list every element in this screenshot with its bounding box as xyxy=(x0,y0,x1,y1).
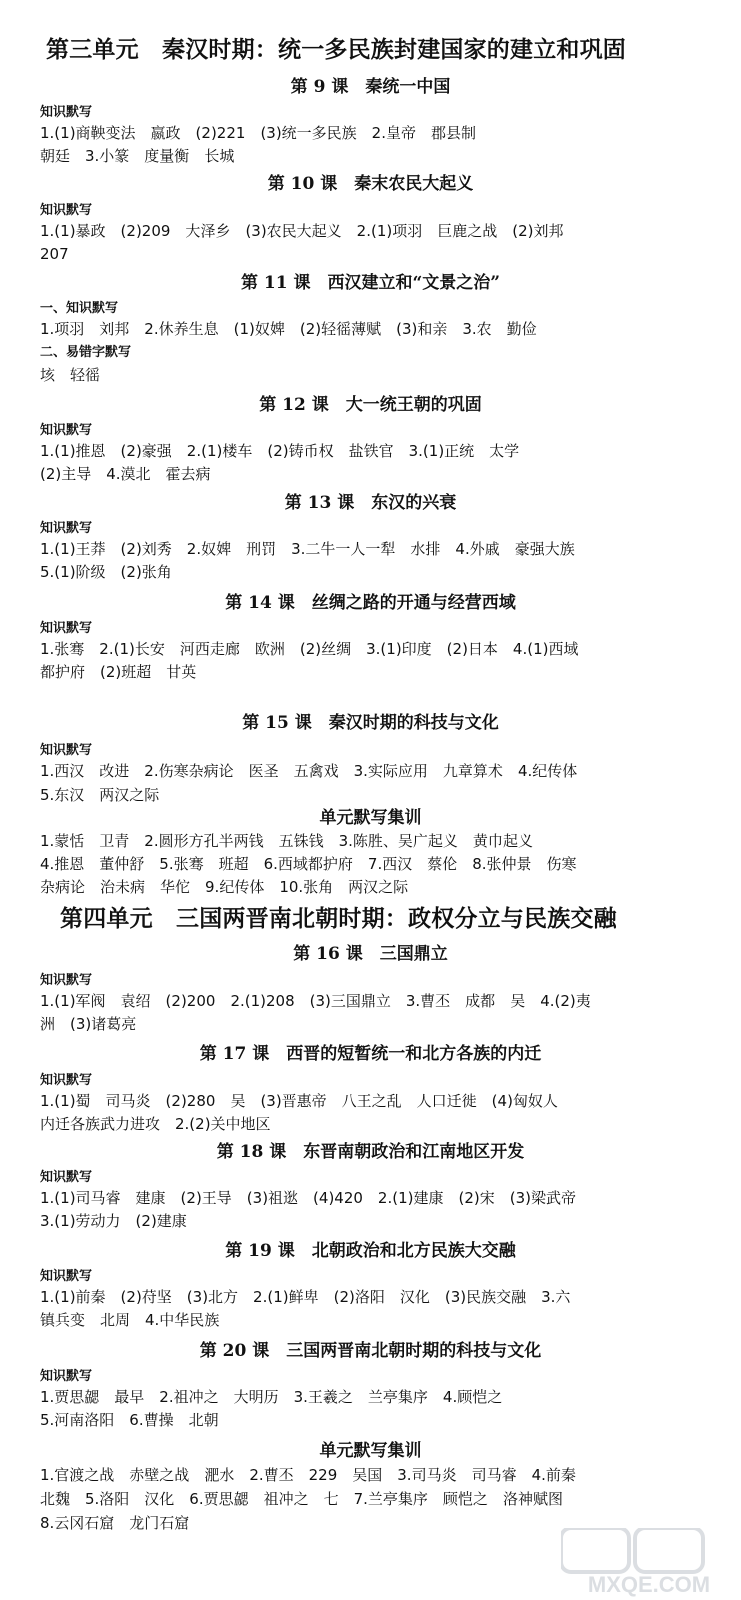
lesson-15-line-2: 5.东汉 两汉之际 xyxy=(40,786,160,804)
lesson-12-subheading: 知识默写 xyxy=(40,423,93,438)
lesson-11-title: 第 11 课 西汉建立和“文景之治” xyxy=(240,273,501,293)
lesson-13-line-2: 5.(1)阶级 (2)张角 xyxy=(40,563,172,581)
lesson-20-title: 第 20 课 三国两晋南北朝时期的科技与文化 xyxy=(199,1341,542,1361)
unit3-review-line-1: 1.蒙恬 卫青 2.圆形方孔半两钱 五铢钱 3.陈胜、吴广起义 黄巾起义 xyxy=(40,832,533,850)
lesson-19-line-2: 镇兵变 北周 4.中华民族 xyxy=(40,1311,220,1329)
lesson-14-subheading: 知识默写 xyxy=(40,621,93,636)
lesson-17-subheading: 知识默写 xyxy=(40,1073,93,1088)
lesson-16-line-2: 洲 (3)诸葛亮 xyxy=(40,1015,137,1033)
lesson-19-subheading: 知识默写 xyxy=(40,1269,93,1284)
lesson-18-title: 第 18 课 东晋南朝政治和江南地区开发 xyxy=(216,1142,525,1162)
lesson-14-title: 第 14 课 丝绸之路的开通与经营西域 xyxy=(225,593,516,613)
lesson-18-line-1: 1.(1)司马睿 建康 (2)王导 (3)祖逖 (4)420 2.(1)建康 (2)宋 (3)梁武帝 xyxy=(40,1189,576,1207)
lesson-16-subheading: 知识默写 xyxy=(40,973,93,988)
lesson-13-title: 第 13 课 东汉的兴衰 xyxy=(284,493,457,513)
lesson-9-line-2: 朝廷 3.小篆 度量衡 长城 xyxy=(40,147,235,165)
lesson-10-line-2: 207 xyxy=(40,245,69,263)
lesson-20-line-1: 1.贾思勰 最早 2.祖冲之 大明历 3.王羲之 兰亭集序 4.顾恺之 xyxy=(40,1388,503,1406)
lesson-19-line-1: 1.(1)前秦 (2)苻坚 (3)北方 2.(1)鲜卑 (2)洛阳 汉化 (3)民族交融 3.六 xyxy=(40,1288,571,1306)
lesson-13-line-1: 1.(1)王莽 (2)刘秀 2.奴婢 刑罚 3.二牛一人一犁 水排 4.外戚 豪强大族 xyxy=(40,540,575,558)
lesson-10-title: 第 10 课 秦末农民大起义 xyxy=(267,174,474,194)
lesson-19-title: 第 19 课 北朝政治和北方民族大交融 xyxy=(225,1241,516,1261)
lesson-9-title: 第 9 课 秦统一中国 xyxy=(290,77,451,97)
lesson-16-title: 第 16 课 三国鼎立 xyxy=(293,944,448,964)
unit4-review-line-3: 8.云冈石窟 龙门石窟 xyxy=(40,1514,190,1532)
watermark-text: MXQE.COM xyxy=(587,1572,711,1597)
lesson-16-line-1: 1.(1)军阀 袁绍 (2)200 2.(1)208 (3)三国鼎立 3.曹丕 成都 吴 4.(2)夷 xyxy=(40,992,591,1010)
lesson-11-line-1: 1.项羽 刘邦 2.休养生息 (1)奴婢 (2)轻徭薄赋 (3)和亲 3.农 勤俭 xyxy=(40,320,537,338)
lesson-18-line-2: 3.(1)劳动力 (2)建康 xyxy=(40,1212,187,1230)
lesson-17-line-1: 1.(1)蜀 司马炎 (2)280 吴 (3)晋惠帝 八王之乱 人口迁徙 (4)匈奴人 xyxy=(40,1092,558,1110)
unit4-review-line-2: 北魏 5.洛阳 汉化 6.贾思勰 祖冲之 七 7.兰亭集序 顾恺之 洛神赋图 xyxy=(40,1490,563,1508)
lesson-11-line-2: 垓 轻徭 xyxy=(40,366,101,384)
lesson-15-title: 第 15 课 秦汉时期的科技与文化 xyxy=(242,713,499,733)
unit4-review-title: 单元默写集训 xyxy=(319,1441,422,1461)
unit4-review-line-1: 1.官渡之战 赤壁之战 淝水 2.曹丕 229 吴国 3.司马炎 司马睿 4.前秦 xyxy=(40,1466,576,1484)
unit3-review-title: 单元默写集训 xyxy=(319,808,422,828)
lesson-12-title: 第 12 课 大一统王朝的巩固 xyxy=(259,395,482,415)
lesson-11-subheading: 一、知识默写 xyxy=(40,301,119,316)
unit3-review-line-3: 杂病论 治未病 华佗 9.纪传体 10.张角 两汉之际 xyxy=(40,878,409,896)
lesson-14-line-2: 都护府 (2)班超 甘英 xyxy=(40,663,197,681)
lesson-20-line-2: 5.河南洛阳 6.曹操 北朝 xyxy=(40,1411,219,1429)
lesson-15-line-1: 1.西汉 改进 2.伤寒杂病论 医圣 五禽戏 3.实际应用 九章算术 4.纪传体 xyxy=(40,762,578,780)
lesson-11-subheading-2: 二、易错字默写 xyxy=(40,345,132,360)
unit4-title: 第四单元 三国两晋南北朝时期：政权分立与民族交融 xyxy=(60,905,617,932)
lesson-10-line-1: 1.(1)暴政 (2)209 大泽乡 (3)农民大起义 2.(1)项羽 巨鹿之战 (2)刘邦 xyxy=(40,222,564,240)
lesson-12-line-1: 1.(1)推恩 (2)豪强 2.(1)楼车 (2)铸币权 盐铁官 3.(1)正统 太学 xyxy=(40,442,520,460)
lesson-17-line-2: 内迁各族武力进攻 2.(2)关中地区 xyxy=(40,1115,271,1133)
lesson-12-line-2: (2)主导 4.漠北 霍去病 xyxy=(40,465,211,483)
unit3-review-line-2: 4.推恩 董仲舒 5.张骞 班超 6.西域都护府 7.西汉 蔡伦 8.张仲景 伤寒 xyxy=(40,855,577,873)
watermark-logo xyxy=(561,1528,739,1598)
lesson-10-subheading: 知识默写 xyxy=(40,203,93,218)
lesson-18-subheading: 知识默写 xyxy=(40,1170,93,1185)
lesson-13-subheading: 知识默写 xyxy=(40,521,93,536)
lesson-14-line-1: 1.张骞 2.(1)长安 河西走廊 欧洲 (2)丝绸 3.(1)印度 (2)日本 4.(1)西域 xyxy=(40,640,579,658)
lesson-9-line-1: 1.(1)商鞅变法 嬴政 (2)221 (3)统一多民族 2.皇帝 郡县制 xyxy=(40,124,476,142)
lesson-20-subheading: 知识默写 xyxy=(40,1369,93,1384)
lesson-9-subheading: 知识默写 xyxy=(40,105,93,120)
unit3-title: 第三单元 秦汉时期：统一多民族封建国家的建立和巩固 xyxy=(46,36,626,63)
lesson-15-subheading: 知识默写 xyxy=(40,743,93,758)
lesson-17-title: 第 17 课 西晋的短暂统一和北方各族的内迁 xyxy=(199,1044,542,1064)
